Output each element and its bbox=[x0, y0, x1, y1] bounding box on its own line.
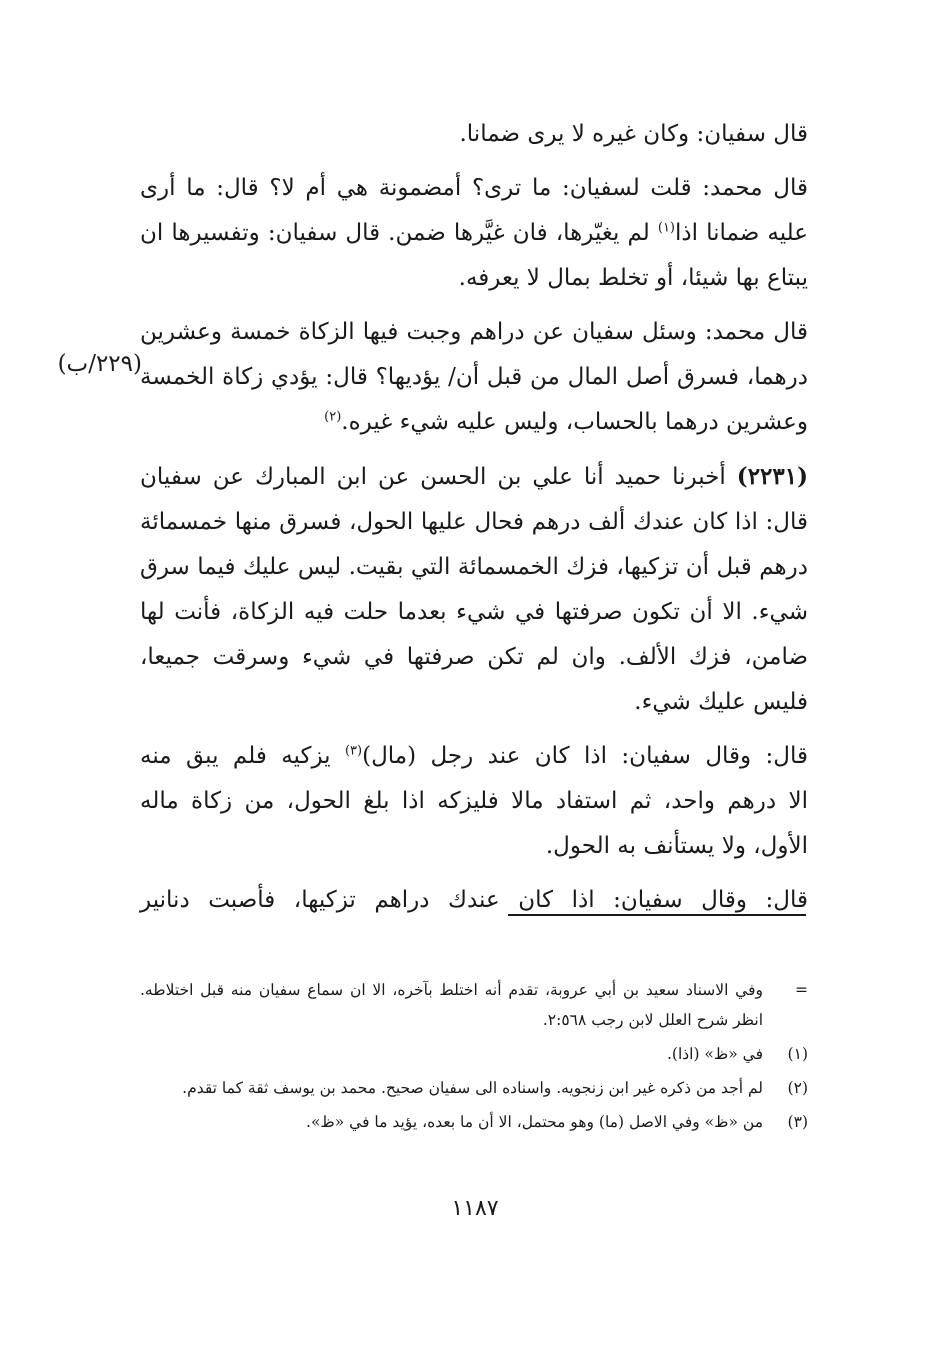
text-line: قال سفيان: وكان غيره لا يرى ضمانا. bbox=[459, 121, 808, 147]
text-segment: لم يغيّرها، فان غيَّرها ضمن. قال سفيان: وتفسيرها ان bbox=[140, 220, 650, 246]
footnote-item bbox=[140, 1073, 808, 1103]
text-line: الأول، ولا يستأنف به الحول. bbox=[545, 833, 808, 859]
paragraph-hadith bbox=[140, 454, 808, 725]
text-line bbox=[140, 400, 808, 445]
paragraph-1 bbox=[140, 112, 808, 157]
main-text bbox=[140, 112, 808, 932]
footnote-marker: = bbox=[795, 981, 808, 999]
footnote-text: في «ظ» (اذا). bbox=[666, 1045, 763, 1063]
footnote-ref: (١) bbox=[657, 220, 675, 236]
text-line: ضامن، فزك الألف. وان لم تكن صرفتها في شيء وسرقت جميعا، bbox=[140, 644, 808, 670]
paragraph-5 bbox=[140, 734, 808, 869]
footnote-ref: (٢) bbox=[324, 409, 342, 425]
text-segment: قال: وقال سفيان: اذا كان عند رجل (مال) bbox=[362, 743, 808, 769]
footnotes bbox=[140, 975, 808, 1141]
text-line: درهم قبل أن تزكيها، فزك الخمسمائة التي بقيت. ليس عليك فيما سرق bbox=[140, 554, 808, 580]
text-segment: عليه ضمانا اذا bbox=[675, 220, 809, 246]
text-line: فليس عليك شيء. bbox=[634, 689, 808, 715]
footnote-marker: (١) bbox=[787, 1045, 808, 1063]
footnote-marker: (٢) bbox=[787, 1079, 808, 1097]
footnote-text: وفي الاسناد سعيد بن أبي عروبة، تقدم أنه اختلط بآخره، الا ان سماع سفيان منه قبل اختلاطه. انظر شرح العلل لابن رجب ٢:٥٦٨. bbox=[140, 981, 763, 1029]
text-segment: أخبرنا حميد أنا علي بن الحسن عن ابن المبارك عن سفيان bbox=[140, 464, 726, 490]
text-line bbox=[140, 734, 808, 779]
text-line bbox=[140, 454, 808, 500]
footnote-text: من «ظ» وفي الاصل (ما) وهو محتمل، الا أن ما بعده، يؤيد ما في «ظ». bbox=[306, 1113, 763, 1131]
text-line: درهما، فسرق أصل المال من قبل أن/ يؤديها؟ قال: يؤدي زكاة الخمسة bbox=[140, 364, 808, 390]
footnote-item bbox=[140, 975, 808, 1035]
text-segment: يزكيه فلم يبق منه bbox=[140, 743, 331, 769]
manuscript-folio-marker: (٢٢٩/ب) bbox=[57, 351, 142, 377]
footnote-text: لم أجد من ذكره غير ابن زنجويه. واسناده الى سفيان صحيح. محمد بن يوسف ثقة كما تقدم. bbox=[182, 1079, 763, 1097]
paragraph-6 bbox=[140, 878, 808, 923]
footnote-separator bbox=[508, 914, 806, 916]
footnote-item bbox=[140, 1039, 808, 1069]
footnote-ref: (٣) bbox=[344, 743, 363, 759]
text-line: يبتاع بها شيئا، أو تخلط بمال لا يعرفه. bbox=[458, 265, 808, 291]
text-line: شيء. الا أن تكون صرفتها في شيء بعدما حلت فيه الزكاة، فأنت لها bbox=[140, 599, 808, 625]
text-segment: وعشرين درهما بالحساب، وليس عليه شيء غيره. bbox=[341, 409, 808, 435]
paragraph-3 bbox=[140, 310, 808, 445]
footnote-item bbox=[140, 1107, 808, 1137]
text-line bbox=[140, 211, 808, 256]
text-line: قال محمد: قلت لسفيان: ما ترى؟ أمضمونة هي أم لا؟ قال: ما أرى bbox=[140, 175, 808, 201]
text-line: الا درهم واحد، ثم استفاد مالا فليزكه اذا بلغ الحول، من زكاة ماله bbox=[140, 788, 808, 814]
hadith-number: (٢٢٣١) bbox=[736, 463, 808, 490]
text-line: قال محمد: وسئل سفيان عن دراهم وجبت فيها الزكاة خمسة وعشرين bbox=[140, 319, 808, 345]
text-line: قال: وقال سفيان: اذا كان عندك دراهم تزكيها، فأصبت دنانير bbox=[140, 887, 808, 913]
paragraph-2 bbox=[140, 166, 808, 301]
text-line: قال: اذا كان عندك ألف درهم فحال عليها الحول، فسرق منها خمسمائة bbox=[140, 509, 808, 535]
footnote-marker: (٣) bbox=[787, 1113, 808, 1131]
page-number: ١١٨٧ bbox=[451, 1196, 499, 1221]
